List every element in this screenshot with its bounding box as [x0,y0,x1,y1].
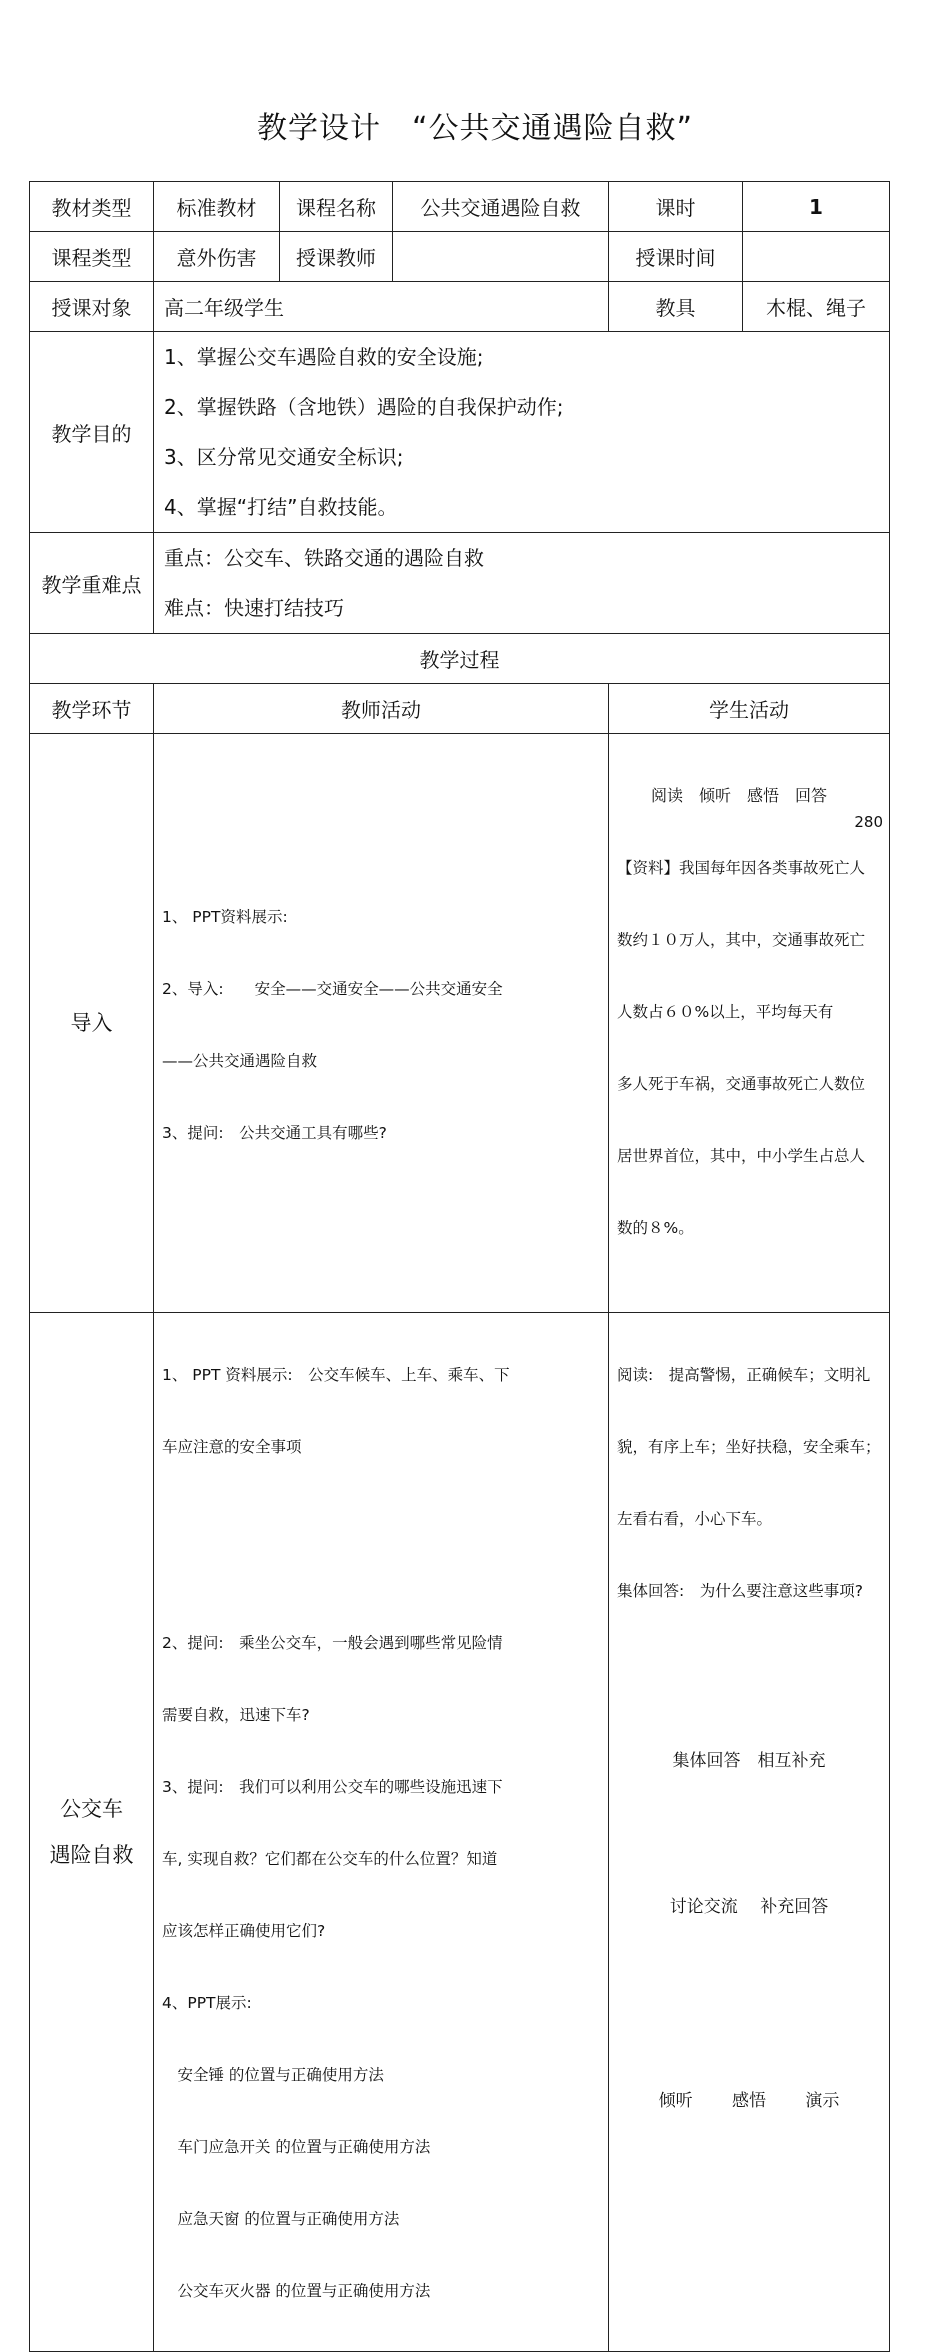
value-periods: 1 [743,182,890,232]
value-course-name: 公共交通遇险自救 [393,182,609,232]
intro-student-line: 居世界首位，其中，中小学生占总人 [617,1147,866,1165]
header-student-activity: 学生活动 [609,684,890,734]
header-teacher-activity: 教师活动 [154,684,609,734]
objectives-list [154,332,890,533]
bus-student-discussion: 讨论交流 补充回答 [669,1897,829,1917]
value-course-type: 意外伤害 [154,232,280,282]
phase-intro: 导入 [30,734,154,1313]
label-objectives: 教学目的 [30,332,154,533]
bus-teacher-line: 车应注意的安全事项 [162,1438,302,1456]
bus-teacher-line: 公交车灭火器 的位置与正确使用方法 [162,2282,431,2300]
intro-student-line: 【资料】我国每年因各类事故死亡人 [617,859,866,877]
phase-bus-self-rescue [30,1313,154,2352]
bus-student-line: 貌，有序上车；坐好扶稳，安全乘车； [617,1438,881,1456]
phase-bus-line: 遇险自救 [49,1843,134,1867]
bus-student-line: 集体回答: 为什么要注意这些事项? [617,1582,863,1600]
label-material-type: 教材类型 [30,182,154,232]
value-teaching-aids: 木棍、绳子 [743,282,890,332]
label-course-name: 课程名称 [280,182,393,232]
value-teacher [393,232,609,282]
bus-teacher-line: 应急天窗 的位置与正确使用方法 [162,2210,400,2228]
bus-teacher-line: 3、提问: 我们可以利用公交车的哪些设施迅速下 [162,1778,503,1796]
key-point-item: 重点：公交车、铁路交通的遇险自救 [164,546,484,570]
bus-student-line: 阅读: 提高警惕，正确候车；文明礼 [617,1366,871,1384]
value-class-time [743,232,890,282]
bus-student-activity [609,1313,890,2352]
document-title: 教学设计 “公共交通遇险自救” [256,111,694,146]
value-audience: 高二年级学生 [154,282,609,332]
intro-student-heading: 阅读 倾听 感悟 回答 [650,786,827,805]
intro-student-line: 数的８%。 [617,1219,694,1237]
objective-item: 2、掌握铁路（含地铁）遇险的自我保护动作; [164,395,564,419]
label-periods: 课时 [609,182,743,232]
header-phase: 教学环节 [30,684,154,734]
intro-teacher-line: 1、 PPT资料展示: [162,908,288,926]
lesson-plan-table [29,181,890,2352]
objective-item: 3、区分常见交通安全标识; [164,445,404,469]
value-material-type: 标准教材 [154,182,280,232]
intro-student-activity [609,734,890,1313]
bus-teacher-line: 安全锤 的位置与正确使用方法 [162,2066,384,2084]
key-point-item: 难点：快速打结技巧 [164,596,344,620]
bus-teacher-line: 4、PPT展示: [162,1994,252,2012]
intro-teacher-line: 3、提问: 公共交通工具有哪些? [162,1124,387,1142]
intro-student-number: 280 [854,813,883,831]
label-teaching-aids: 教具 [609,282,743,332]
label-key-points: 教学重难点 [30,533,154,634]
phase-bus-line: 公交车 [60,1797,123,1821]
objective-item: 1、掌握公交车遇险自救的安全设施; [164,345,484,369]
process-title: 教学过程 [30,634,890,684]
bus-teacher-line: 需要自救，迅速下车? [162,1706,310,1724]
bus-student-group-answer: 集体回答 相互补充 [672,1751,826,1771]
intro-teacher-line: 2、导入: 安全——交通安全——公共交通安全 [162,980,503,998]
intro-teacher-line: ——公共交通遇险自救 [162,1052,318,1070]
bus-student-demo: 倾听 感悟 演示 [658,2091,840,2111]
bus-teacher-line: 车门应急开关 的位置与正确使用方法 [162,2138,431,2156]
bus-teacher-activity [154,1313,609,2352]
bus-student-line: 左看右看，小心下车。 [617,1510,773,1528]
intro-student-line: 数约１０万人，其中，交通事故死亡 [617,931,866,949]
bus-teacher-line: 应该怎样正确使用它们? [162,1922,326,1940]
intro-student-line: 多人死于车祸，交通事故死亡人数位 [617,1075,866,1093]
key-points-list [154,533,890,634]
label-class-time: 授课时间 [609,232,743,282]
bus-teacher-line: 1、 PPT 资料展示: 公交车候车、上车、乘车、下 [162,1366,510,1384]
intro-student-line: 人数占６０%以上，平均每天有 [617,1003,834,1021]
label-audience: 授课对象 [30,282,154,332]
label-course-type: 课程类型 [30,232,154,282]
bus-teacher-line: 2、提问: 乘坐公交车，一般会遇到哪些常见险情 [162,1634,503,1652]
label-teacher: 授课教师 [280,232,393,282]
intro-teacher-activity [154,734,609,1313]
bus-teacher-line: 车, 实现自救？它们都在公交车的什么位置？知道 [162,1850,498,1868]
objective-item: 4、掌握“打结”自救技能。 [164,495,398,519]
